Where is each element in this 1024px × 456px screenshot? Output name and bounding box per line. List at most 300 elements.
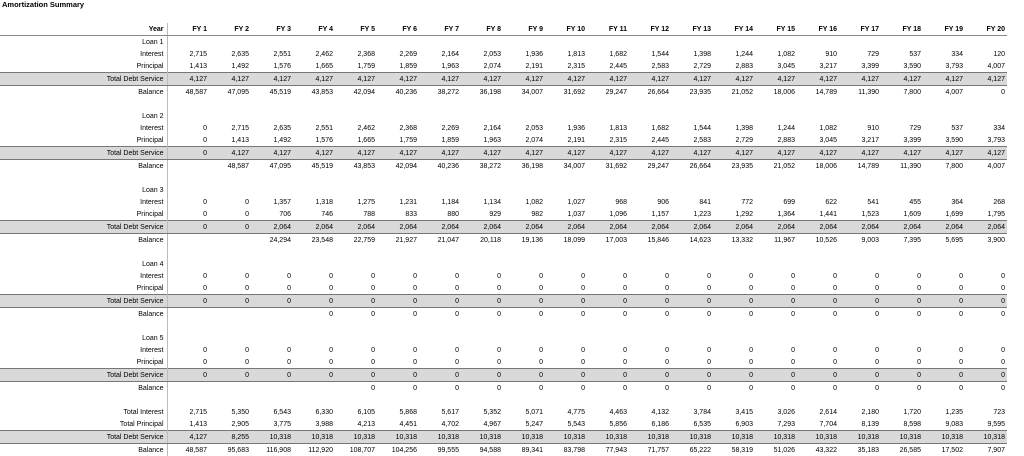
- empty-cell[interactable]: [377, 110, 419, 122]
- spacer-cell[interactable]: [545, 394, 587, 406]
- value-cell[interactable]: 47,095: [209, 86, 251, 99]
- spacer-cell[interactable]: [503, 320, 545, 332]
- value-cell[interactable]: 0: [839, 344, 881, 356]
- value-cell[interactable]: 0: [881, 356, 923, 369]
- empty-cell[interactable]: [965, 332, 1007, 344]
- fy-header-cell[interactable]: FY 7: [419, 23, 461, 36]
- spacer-cell[interactable]: [923, 172, 965, 184]
- spacer-cell[interactable]: [671, 172, 713, 184]
- value-cell[interactable]: 0: [923, 369, 965, 382]
- value-cell[interactable]: 0: [671, 344, 713, 356]
- value-cell[interactable]: 3,590: [881, 60, 923, 73]
- value-cell[interactable]: 2,064: [293, 221, 335, 234]
- value-cell[interactable]: 71,757: [629, 444, 671, 456]
- spacer-cell[interactable]: [377, 320, 419, 332]
- value-cell[interactable]: 2,368: [335, 48, 377, 60]
- empty-cell[interactable]: [797, 110, 839, 122]
- value-cell[interactable]: 0: [503, 308, 545, 321]
- value-cell[interactable]: 455: [881, 196, 923, 208]
- value-cell[interactable]: 0: [209, 282, 251, 295]
- value-cell[interactable]: 35,183: [839, 444, 881, 456]
- value-cell[interactable]: 0: [209, 196, 251, 208]
- empty-cell[interactable]: [629, 184, 671, 196]
- value-cell[interactable]: 58,319: [713, 444, 755, 456]
- empty-cell[interactable]: [797, 258, 839, 270]
- spacer-cell[interactable]: [461, 98, 503, 110]
- value-cell[interactable]: 40,236: [419, 160, 461, 173]
- fy-header-cell[interactable]: FY 4: [293, 23, 335, 36]
- value-cell[interactable]: 2,551: [293, 122, 335, 134]
- value-cell[interactable]: 5,543: [545, 418, 587, 431]
- value-cell[interactable]: 788: [335, 208, 377, 221]
- value-cell[interactable]: 7,800: [923, 160, 965, 173]
- empty-cell[interactable]: [965, 110, 1007, 122]
- empty-cell[interactable]: [671, 258, 713, 270]
- fy-header-cell[interactable]: FY 1: [167, 23, 209, 36]
- value-cell[interactable]: 0: [629, 308, 671, 321]
- value-cell[interactable]: 2,064: [587, 221, 629, 234]
- empty-cell[interactable]: [755, 110, 797, 122]
- empty-cell[interactable]: [587, 36, 629, 49]
- value-cell[interactable]: 0: [965, 369, 1007, 382]
- value-cell[interactable]: 2,064: [461, 221, 503, 234]
- empty-cell[interactable]: [839, 36, 881, 49]
- spacer-cell[interactable]: [251, 320, 293, 332]
- spacer-cell[interactable]: [419, 98, 461, 110]
- value-cell[interactable]: 4,127: [839, 73, 881, 86]
- value-cell[interactable]: 0: [545, 356, 587, 369]
- value-cell[interactable]: 18,099: [545, 234, 587, 247]
- value-cell[interactable]: 0: [209, 356, 251, 369]
- value-cell[interactable]: 1,398: [671, 48, 713, 60]
- empty-cell[interactable]: [503, 184, 545, 196]
- value-cell[interactable]: 2,180: [839, 406, 881, 418]
- empty-cell[interactable]: [881, 332, 923, 344]
- row-label-cell[interactable]: Total Debt Service: [0, 369, 167, 382]
- value-cell[interactable]: 1,859: [419, 134, 461, 147]
- value-cell[interactable]: 0: [923, 295, 965, 308]
- value-cell[interactable]: 0: [629, 369, 671, 382]
- spacer-cell[interactable]: [461, 172, 503, 184]
- value-cell[interactable]: 2,315: [545, 60, 587, 73]
- value-cell[interactable]: 4,127: [503, 73, 545, 86]
- spacer-cell[interactable]: [923, 320, 965, 332]
- value-cell[interactable]: 2,551: [251, 48, 293, 60]
- value-cell[interactable]: 1,244: [713, 48, 755, 60]
- value-cell[interactable]: 0: [209, 221, 251, 234]
- value-cell[interactable]: 0: [755, 282, 797, 295]
- value-cell[interactable]: 0: [755, 270, 797, 282]
- value-cell[interactable]: 120: [965, 48, 1007, 60]
- value-cell[interactable]: 2,583: [671, 134, 713, 147]
- value-cell[interactable]: 42,094: [335, 86, 377, 99]
- value-cell[interactable]: 4,213: [335, 418, 377, 431]
- value-cell[interactable]: 3,217: [797, 60, 839, 73]
- value-cell[interactable]: [167, 382, 209, 395]
- spacer-cell[interactable]: [587, 98, 629, 110]
- value-cell[interactable]: 0: [839, 270, 881, 282]
- row-label-cell[interactable]: Interest: [0, 48, 167, 60]
- spacer-cell[interactable]: [293, 246, 335, 258]
- value-cell[interactable]: 51,026: [755, 444, 797, 456]
- value-cell[interactable]: 1,759: [377, 134, 419, 147]
- empty-cell[interactable]: [671, 184, 713, 196]
- spacer-cell[interactable]: [209, 394, 251, 406]
- value-cell[interactable]: 5,695: [923, 234, 965, 247]
- value-cell[interactable]: 4,127: [545, 73, 587, 86]
- row-label-cell[interactable]: Balance: [0, 444, 167, 456]
- empty-cell[interactable]: [293, 110, 335, 122]
- value-cell[interactable]: 6,186: [629, 418, 671, 431]
- value-cell[interactable]: 0: [629, 382, 671, 395]
- value-cell[interactable]: 6,105: [335, 406, 377, 418]
- spacer-cell[interactable]: [419, 246, 461, 258]
- value-cell[interactable]: 5,247: [503, 418, 545, 431]
- value-cell[interactable]: 1,082: [755, 48, 797, 60]
- value-cell[interactable]: 10,318: [251, 431, 293, 444]
- value-cell[interactable]: 2,064: [545, 221, 587, 234]
- value-cell[interactable]: 45,519: [293, 160, 335, 173]
- value-cell[interactable]: 982: [503, 208, 545, 221]
- value-cell[interactable]: 23,935: [671, 86, 713, 99]
- value-cell[interactable]: 7,395: [881, 234, 923, 247]
- spacer-cell[interactable]: [209, 320, 251, 332]
- value-cell[interactable]: 6,543: [251, 406, 293, 418]
- spacer-cell[interactable]: [839, 394, 881, 406]
- value-cell[interactable]: 2,064: [713, 221, 755, 234]
- spacer-cell[interactable]: [587, 320, 629, 332]
- value-cell[interactable]: 5,352: [461, 406, 503, 418]
- spacer-cell[interactable]: [293, 394, 335, 406]
- value-cell[interactable]: 0: [293, 344, 335, 356]
- value-cell[interactable]: 1,096: [587, 208, 629, 221]
- value-cell[interactable]: 10,318: [503, 431, 545, 444]
- spacer-cell[interactable]: [461, 394, 503, 406]
- value-cell[interactable]: 10,318: [293, 431, 335, 444]
- spacer-cell[interactable]: [965, 246, 1007, 258]
- value-cell[interactable]: 1,665: [335, 134, 377, 147]
- empty-cell[interactable]: [419, 332, 461, 344]
- empty-cell[interactable]: [545, 184, 587, 196]
- value-cell[interactable]: 0: [587, 356, 629, 369]
- value-cell[interactable]: 5,350: [209, 406, 251, 418]
- spacer-cell[interactable]: [629, 172, 671, 184]
- empty-cell[interactable]: [545, 258, 587, 270]
- value-cell[interactable]: 10,318: [587, 431, 629, 444]
- spacer-cell[interactable]: [503, 98, 545, 110]
- value-cell[interactable]: 0: [755, 369, 797, 382]
- value-cell[interactable]: 0: [797, 344, 839, 356]
- value-cell[interactable]: 45,519: [251, 86, 293, 99]
- value-cell[interactable]: 2,064: [335, 221, 377, 234]
- value-cell[interactable]: 10,318: [377, 431, 419, 444]
- value-cell[interactable]: 1,492: [251, 134, 293, 147]
- empty-cell[interactable]: [503, 36, 545, 49]
- value-cell[interactable]: 2,583: [629, 60, 671, 73]
- value-cell[interactable]: 2,269: [377, 48, 419, 60]
- empty-cell[interactable]: [923, 184, 965, 196]
- value-cell[interactable]: 1,544: [671, 122, 713, 134]
- value-cell[interactable]: 3,026: [755, 406, 797, 418]
- value-cell[interactable]: 0: [881, 308, 923, 321]
- value-cell[interactable]: 4,127: [419, 147, 461, 160]
- value-cell[interactable]: 7,800: [881, 86, 923, 99]
- value-cell[interactable]: 7,293: [755, 418, 797, 431]
- value-cell[interactable]: 0: [461, 282, 503, 295]
- value-cell[interactable]: 0: [419, 308, 461, 321]
- value-cell[interactable]: 43,322: [797, 444, 839, 456]
- value-cell[interactable]: 4,127: [923, 147, 965, 160]
- value-cell[interactable]: 0: [167, 282, 209, 295]
- value-cell[interactable]: 0: [209, 295, 251, 308]
- empty-cell[interactable]: [797, 36, 839, 49]
- value-cell[interactable]: 31,692: [545, 86, 587, 99]
- value-cell[interactable]: 0: [797, 282, 839, 295]
- empty-cell[interactable]: [713, 36, 755, 49]
- value-cell[interactable]: 3,793: [965, 134, 1007, 147]
- value-cell[interactable]: 2,064: [839, 221, 881, 234]
- fy-header-cell[interactable]: FY 2: [209, 23, 251, 36]
- spacer-cell[interactable]: [0, 246, 167, 258]
- value-cell[interactable]: 0: [839, 295, 881, 308]
- empty-cell[interactable]: [629, 110, 671, 122]
- value-cell[interactable]: 10,318: [839, 431, 881, 444]
- spacer-cell[interactable]: [671, 394, 713, 406]
- value-cell[interactable]: 0: [839, 369, 881, 382]
- spacer-cell[interactable]: [167, 394, 209, 406]
- empty-cell[interactable]: [461, 110, 503, 122]
- value-cell[interactable]: 0: [419, 356, 461, 369]
- spacer-cell[interactable]: [629, 98, 671, 110]
- value-cell[interactable]: 0: [419, 270, 461, 282]
- value-cell[interactable]: 0: [419, 295, 461, 308]
- value-cell[interactable]: 4,127: [881, 73, 923, 86]
- spacer-cell[interactable]: [797, 320, 839, 332]
- value-cell[interactable]: 65,222: [671, 444, 713, 456]
- empty-cell[interactable]: [251, 110, 293, 122]
- empty-cell[interactable]: [377, 184, 419, 196]
- value-cell[interactable]: 0: [167, 122, 209, 134]
- empty-cell[interactable]: [881, 184, 923, 196]
- spacer-cell[interactable]: [839, 172, 881, 184]
- value-cell[interactable]: 2,715: [167, 406, 209, 418]
- value-cell[interactable]: 0: [545, 308, 587, 321]
- empty-cell[interactable]: [251, 184, 293, 196]
- value-cell[interactable]: 4,451: [377, 418, 419, 431]
- spacer-cell[interactable]: [965, 98, 1007, 110]
- row-label-cell[interactable]: Principal: [0, 208, 167, 221]
- value-cell[interactable]: 0: [839, 356, 881, 369]
- empty-cell[interactable]: [503, 110, 545, 122]
- spacer-cell[interactable]: [839, 320, 881, 332]
- empty-cell[interactable]: [377, 258, 419, 270]
- spacer-cell[interactable]: [965, 172, 1007, 184]
- value-cell[interactable]: 0: [629, 356, 671, 369]
- spacer-cell[interactable]: [839, 98, 881, 110]
- value-cell[interactable]: 910: [839, 122, 881, 134]
- row-label-cell[interactable]: Balance: [0, 308, 167, 321]
- spacer-cell[interactable]: [293, 320, 335, 332]
- fy-header-cell[interactable]: FY 8: [461, 23, 503, 36]
- value-cell[interactable]: 1,859: [377, 60, 419, 73]
- value-cell[interactable]: 10,318: [629, 431, 671, 444]
- value-cell[interactable]: 10,318: [461, 431, 503, 444]
- fy-header-cell[interactable]: FY 13: [671, 23, 713, 36]
- value-cell[interactable]: 0: [167, 356, 209, 369]
- value-cell[interactable]: 0: [965, 308, 1007, 321]
- spacer-cell[interactable]: [167, 246, 209, 258]
- value-cell[interactable]: 0: [335, 382, 377, 395]
- value-cell[interactable]: 36,198: [503, 160, 545, 173]
- value-cell[interactable]: [167, 160, 209, 173]
- value-cell[interactable]: 0: [335, 369, 377, 382]
- empty-cell[interactable]: [419, 36, 461, 49]
- row-label-cell[interactable]: Total Principal: [0, 418, 167, 431]
- value-cell[interactable]: 0: [545, 344, 587, 356]
- value-cell[interactable]: 2,269: [419, 122, 461, 134]
- value-cell[interactable]: [209, 382, 251, 395]
- value-cell[interactable]: 13,332: [713, 234, 755, 247]
- spacer-cell[interactable]: [545, 172, 587, 184]
- spacer-cell[interactable]: [629, 320, 671, 332]
- row-label-cell[interactable]: Balance: [0, 160, 167, 173]
- empty-cell[interactable]: [293, 258, 335, 270]
- value-cell[interactable]: 2,635: [209, 48, 251, 60]
- value-cell[interactable]: 4,127: [923, 73, 965, 86]
- empty-cell[interactable]: [881, 36, 923, 49]
- value-cell[interactable]: 0: [713, 270, 755, 282]
- value-cell[interactable]: 4,127: [839, 147, 881, 160]
- value-cell[interactable]: 1,244: [755, 122, 797, 134]
- value-cell[interactable]: 2,064: [881, 221, 923, 234]
- value-cell[interactable]: 10,318: [965, 431, 1007, 444]
- value-cell[interactable]: 4,127: [797, 73, 839, 86]
- empty-cell[interactable]: [587, 332, 629, 344]
- spacer-cell[interactable]: [209, 98, 251, 110]
- fy-header-cell[interactable]: FY 11: [587, 23, 629, 36]
- value-cell[interactable]: 10,318: [545, 431, 587, 444]
- value-cell[interactable]: 0: [335, 344, 377, 356]
- value-cell[interactable]: 1,936: [503, 48, 545, 60]
- empty-cell[interactable]: [839, 258, 881, 270]
- value-cell[interactable]: 0: [965, 382, 1007, 395]
- value-cell[interactable]: 2,053: [503, 122, 545, 134]
- spacer-cell[interactable]: [419, 172, 461, 184]
- value-cell[interactable]: 0: [965, 356, 1007, 369]
- value-cell[interactable]: 0: [713, 308, 755, 321]
- value-cell[interactable]: 4,127: [419, 73, 461, 86]
- value-cell[interactable]: 0: [335, 308, 377, 321]
- value-cell[interactable]: 334: [965, 122, 1007, 134]
- value-cell[interactable]: 0: [335, 356, 377, 369]
- value-cell[interactable]: 26,664: [629, 86, 671, 99]
- value-cell[interactable]: 2,191: [503, 60, 545, 73]
- value-cell[interactable]: 4,127: [587, 73, 629, 86]
- value-cell[interactable]: 108,707: [335, 444, 377, 456]
- value-cell[interactable]: 2,883: [755, 134, 797, 147]
- value-cell[interactable]: 0: [335, 295, 377, 308]
- value-cell[interactable]: 0: [671, 282, 713, 295]
- spacer-cell[interactable]: [0, 394, 167, 406]
- value-cell[interactable]: 4,007: [965, 60, 1007, 73]
- value-cell[interactable]: 0: [965, 282, 1007, 295]
- value-cell[interactable]: 0: [797, 270, 839, 282]
- value-cell[interactable]: 43,853: [335, 160, 377, 173]
- value-cell[interactable]: 6,903: [713, 418, 755, 431]
- value-cell[interactable]: 0: [167, 369, 209, 382]
- empty-cell[interactable]: [965, 184, 1007, 196]
- value-cell[interactable]: 537: [923, 122, 965, 134]
- empty-cell[interactable]: [167, 110, 209, 122]
- value-cell[interactable]: 4,127: [335, 73, 377, 86]
- value-cell[interactable]: 2,715: [167, 48, 209, 60]
- value-cell[interactable]: 0: [587, 344, 629, 356]
- value-cell[interactable]: 22,759: [335, 234, 377, 247]
- value-cell[interactable]: 0: [293, 369, 335, 382]
- spacer-cell[interactable]: [881, 320, 923, 332]
- value-cell[interactable]: 0: [251, 270, 293, 282]
- value-cell[interactable]: 0: [839, 282, 881, 295]
- empty-cell[interactable]: [797, 332, 839, 344]
- empty-cell[interactable]: [755, 184, 797, 196]
- value-cell[interactable]: 4,127: [671, 147, 713, 160]
- empty-cell[interactable]: [335, 258, 377, 270]
- row-label-cell[interactable]: Balance: [0, 234, 167, 247]
- row-label-cell[interactable]: Principal: [0, 60, 167, 73]
- spacer-cell[interactable]: [503, 394, 545, 406]
- value-cell[interactable]: 0: [377, 270, 419, 282]
- value-cell[interactable]: 5,617: [419, 406, 461, 418]
- value-cell[interactable]: 2,053: [461, 48, 503, 60]
- value-cell[interactable]: 17,003: [587, 234, 629, 247]
- value-cell[interactable]: 10,318: [881, 431, 923, 444]
- row-label-cell[interactable]: Interest: [0, 344, 167, 356]
- value-cell[interactable]: 10,318: [923, 431, 965, 444]
- empty-cell[interactable]: [461, 184, 503, 196]
- empty-cell[interactable]: [545, 110, 587, 122]
- value-cell[interactable]: 0: [503, 295, 545, 308]
- value-cell[interactable]: 0: [167, 196, 209, 208]
- value-cell[interactable]: 1,318: [293, 196, 335, 208]
- value-cell[interactable]: 1,963: [461, 134, 503, 147]
- empty-cell[interactable]: [461, 258, 503, 270]
- empty-cell[interactable]: [377, 332, 419, 344]
- value-cell[interactable]: 1,357: [251, 196, 293, 208]
- row-label-cell[interactable]: Balance: [0, 382, 167, 395]
- loan-title-cell[interactable]: Loan 3: [0, 184, 167, 196]
- spacer-cell[interactable]: [377, 172, 419, 184]
- value-cell[interactable]: 38,272: [461, 160, 503, 173]
- value-cell[interactable]: 2,368: [377, 122, 419, 134]
- value-cell[interactable]: 4,007: [965, 160, 1007, 173]
- value-cell[interactable]: 4,127: [755, 73, 797, 86]
- value-cell[interactable]: 0: [251, 295, 293, 308]
- spacer-cell[interactable]: [503, 246, 545, 258]
- spacer-cell[interactable]: [755, 98, 797, 110]
- value-cell[interactable]: 34,007: [545, 160, 587, 173]
- empty-cell[interactable]: [335, 332, 377, 344]
- empty-cell[interactable]: [293, 36, 335, 49]
- value-cell[interactable]: 1,813: [587, 122, 629, 134]
- value-cell[interactable]: 0: [167, 295, 209, 308]
- value-cell[interactable]: 0: [881, 282, 923, 295]
- value-cell[interactable]: 23,548: [293, 234, 335, 247]
- empty-cell[interactable]: [251, 332, 293, 344]
- value-cell[interactable]: 3,399: [839, 60, 881, 73]
- empty-cell[interactable]: [251, 258, 293, 270]
- value-cell[interactable]: 4,127: [629, 147, 671, 160]
- value-cell[interactable]: 0: [419, 282, 461, 295]
